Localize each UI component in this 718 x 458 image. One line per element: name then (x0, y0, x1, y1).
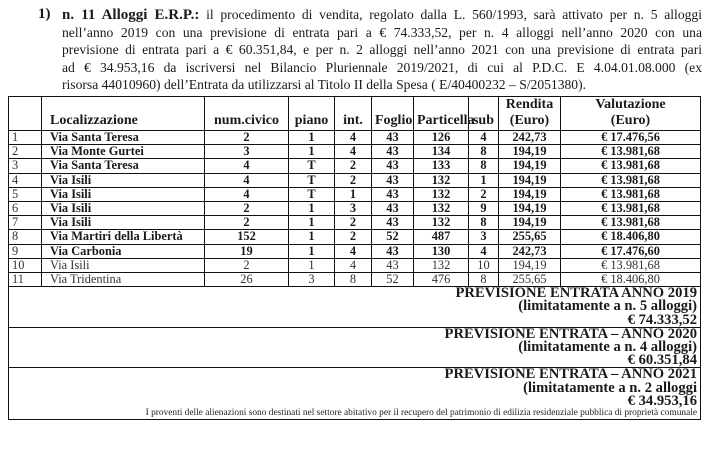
cell-piano: 3 (289, 273, 335, 287)
cell-int: 4 (335, 244, 372, 258)
cell-int: 2 (335, 173, 372, 187)
cell-localizzazione: Via Isili (42, 216, 205, 230)
cell-particella: 476 (414, 273, 469, 287)
table-row (9, 244, 701, 258)
header-valutazione-label: Valutazione (595, 97, 666, 112)
cell-sub: 4 (469, 131, 499, 145)
cell-rendita: 194,19 (499, 145, 561, 159)
cell-valutazione: € 17.476,56 (561, 131, 701, 145)
cell-piano: T (289, 187, 335, 201)
summary-amount: € 60.351,84 (627, 352, 697, 369)
cell-particella: 132 (414, 258, 469, 272)
cell-int: 4 (335, 131, 372, 145)
table-row (9, 131, 701, 145)
cell-num-civico: 4 (205, 159, 289, 173)
cell-localizzazione: Via Isili (42, 202, 205, 216)
cell-valutazione: € 13.981,68 (561, 202, 701, 216)
intro-line-5: risorsa 44010960) dell’Entrata da utilizzarsi al Titolo II della Spesa ( E/40400232 – S/2051380). (62, 76, 587, 92)
row-index: 4 (9, 173, 42, 187)
table-row (9, 159, 701, 173)
intro-line-1 (62, 6, 702, 24)
cell-valutazione: € 13.981,68 (561, 216, 701, 230)
summary-cell (9, 327, 701, 368)
cell-int: 8 (335, 273, 372, 287)
cell-sub: 9 (469, 202, 499, 216)
summary-cell (9, 287, 701, 328)
cell-piano: 1 (289, 230, 335, 244)
cell-particella: 130 (414, 244, 469, 258)
intro-line-text: il procedimento di vendita, regolato dalla L. 560/1993, sarà attivato per n. 5 alloggi (199, 7, 702, 22)
cell-localizzazione: Via Martiri della Libertà (42, 230, 205, 244)
cell-piano: 1 (289, 202, 335, 216)
item-number: 1) (38, 6, 51, 22)
summary-title: PREVISIONE ENTRATA – ANNO 2021 (444, 366, 697, 383)
cell-piano: 1 (289, 216, 335, 230)
summary-title: PREVISIONE ENTRATA ANNO 2019 (455, 285, 697, 302)
cell-rendita: 255,65 (499, 273, 561, 287)
row-index: 8 (9, 230, 42, 244)
cell-foglio: 43 (372, 159, 414, 173)
properties-table (8, 96, 701, 420)
cell-foglio: 43 (372, 244, 414, 258)
summary-cell (9, 368, 701, 420)
cell-foglio: 43 (372, 216, 414, 230)
row-index: 2 (9, 145, 42, 159)
cell-rendita: 242,73 (499, 244, 561, 258)
cell-foglio: 52 (372, 273, 414, 287)
cell-foglio: 52 (372, 230, 414, 244)
cell-num-civico: 2 (205, 202, 289, 216)
cell-sub: 2 (469, 187, 499, 201)
cell-int: 1 (335, 187, 372, 201)
intro-line-4: ad € 34.953,16 da iscriversi nel Bilancio Pluriennale 2019/2021, di cui al P.D.C. E 4.04.01.08.000 (ex (62, 59, 702, 75)
header-localizzazione: Localizzazione (42, 97, 205, 131)
cell-piano: 1 (289, 258, 335, 272)
cell-valutazione: € 13.981,68 (561, 173, 701, 187)
cell-valutazione: € 18.406,80 (561, 273, 701, 287)
cell-num-civico: 2 (205, 216, 289, 230)
header-foglio: Foglio (372, 97, 414, 131)
cell-int: 2 (335, 230, 372, 244)
table-row (9, 202, 701, 216)
cell-rendita: 194,19 (499, 202, 561, 216)
summary-limit: (limitatamente a n. 2 alloggi (523, 379, 697, 396)
header-piano: piano (289, 97, 335, 131)
row-index: 1 (9, 131, 42, 145)
header-rendita (499, 97, 561, 131)
row-index: 9 (9, 244, 42, 258)
cell-int: 4 (335, 145, 372, 159)
intro-paragraph (38, 6, 702, 93)
table-row (9, 173, 701, 187)
cell-rendita: 255,65 (499, 230, 561, 244)
row-index: 6 (9, 202, 42, 216)
cell-foglio: 43 (372, 145, 414, 159)
cell-num-civico: 19 (205, 244, 289, 258)
cell-rendita: 194,19 (499, 258, 561, 272)
header-num-civico: num.civico (205, 97, 289, 131)
cell-rendita: 194,19 (499, 187, 561, 201)
cell-sub: 10 (469, 258, 499, 272)
intro-line-2: nell’anno 2019 con una previsione di entrata pari a € 74.333,52, per n. 4 alloggi nell’anno 2020 con una (62, 25, 702, 41)
header-int: int. (335, 97, 372, 131)
cell-rendita: 242,73 (499, 131, 561, 145)
header-rendita-label: Rendita (505, 97, 554, 112)
cell-num-civico: 2 (205, 258, 289, 272)
summary-title: PREVISIONE ENTRATA – ANNO 2020 (444, 325, 697, 342)
row-index: 5 (9, 187, 42, 201)
cell-foglio: 43 (372, 258, 414, 272)
cell-rendita: 194,19 (499, 159, 561, 173)
cell-foglio: 43 (372, 173, 414, 187)
cell-valutazione: € 18.406,80 (561, 230, 701, 244)
cell-localizzazione: Via Isili (42, 258, 205, 272)
cell-particella: 132 (414, 187, 469, 201)
cell-sub: 3 (469, 230, 499, 244)
cell-int: 2 (335, 159, 372, 173)
cell-valutazione: € 13.981,68 (561, 159, 701, 173)
summary-row-3 (9, 368, 701, 420)
header-sub: sub (469, 97, 499, 131)
cell-num-civico: 3 (205, 145, 289, 159)
cell-particella: 487 (414, 230, 469, 244)
table-row (9, 230, 701, 244)
cell-piano: 1 (289, 145, 335, 159)
summary-limit: (limitatamente a n. 4 alloggi) (518, 339, 697, 356)
summary-row-1 (9, 287, 701, 328)
cell-piano: T (289, 173, 335, 187)
table-header-row (9, 97, 701, 131)
header-index (9, 97, 42, 131)
intro-line-3: previsione di entrata pari a € 60.351,84, e per n. 2 alloggi nell’anno 2021 con una previsione di entrata pari (62, 42, 702, 58)
cell-piano: T (289, 159, 335, 173)
cell-foglio: 43 (372, 131, 414, 145)
cell-sub: 1 (469, 173, 499, 187)
cell-localizzazione: Via Carbonia (42, 244, 205, 258)
cell-valutazione: € 13.981,68 (561, 187, 701, 201)
cell-particella: 133 (414, 159, 469, 173)
cell-sub: 4 (469, 244, 499, 258)
cell-sub: 8 (469, 159, 499, 173)
cell-particella: 126 (414, 131, 469, 145)
row-index: 7 (9, 216, 42, 230)
cell-num-civico: 152 (205, 230, 289, 244)
cell-particella: 132 (414, 173, 469, 187)
cell-particella: 134 (414, 145, 469, 159)
cell-localizzazione: Via Tridentina (42, 273, 205, 287)
header-valutazione-unit: (Euro) (610, 113, 651, 128)
summary-amount: € 74.333,52 (627, 311, 697, 328)
row-index: 10 (9, 258, 42, 272)
row-index: 11 (9, 273, 42, 287)
cell-rendita: 194,19 (499, 173, 561, 187)
cell-particella: 132 (414, 216, 469, 230)
cell-foglio: 43 (372, 202, 414, 216)
cell-sub: 8 (469, 273, 499, 287)
cell-valutazione: € 17.476,60 (561, 244, 701, 258)
summary-limit: (limitatamente a n. 5 alloggi) (518, 298, 697, 315)
cell-int: 4 (335, 258, 372, 272)
row-index: 3 (9, 159, 42, 173)
cell-foglio: 43 (372, 187, 414, 201)
intro-lead: n. 11 Alloggi E.R.P.: (62, 7, 200, 23)
cell-sub: 8 (469, 145, 499, 159)
cell-num-civico: 26 (205, 273, 289, 287)
summary-amount: € 34.953,16 (627, 392, 697, 409)
header-particella: Particella (414, 97, 469, 131)
cell-num-civico: 4 (205, 187, 289, 201)
cell-num-civico: 2 (205, 131, 289, 145)
cell-piano: 1 (289, 244, 335, 258)
cell-valutazione: € 13.981,68 (561, 145, 701, 159)
table-row (9, 187, 701, 201)
cell-localizzazione: Via Santa Teresa (42, 131, 205, 145)
cell-localizzazione: Via Monte Gurtei (42, 145, 205, 159)
table-row (9, 145, 701, 159)
cell-localizzazione: Via Santa Teresa (42, 159, 205, 173)
footnote: I proventi delle alienazioni sono destinati nel settore abitativo per il recupero del patrimonio di edilizia residenziale pubblica di proprietà comunale (145, 408, 697, 419)
summary-row-2 (9, 327, 701, 368)
header-rendita-unit: (Euro) (509, 113, 550, 128)
cell-int: 3 (335, 202, 372, 216)
cell-int: 2 (335, 216, 372, 230)
cell-localizzazione: Via Isili (42, 187, 205, 201)
cell-particella: 132 (414, 202, 469, 216)
header-valutazione (561, 97, 701, 131)
cell-rendita: 194,19 (499, 216, 561, 230)
table-row (9, 216, 701, 230)
cell-valutazione: € 13.981,68 (561, 258, 701, 272)
cell-piano: 1 (289, 131, 335, 145)
cell-sub: 8 (469, 216, 499, 230)
cell-num-civico: 4 (205, 173, 289, 187)
cell-localizzazione: Via Isili (42, 173, 205, 187)
table-row (9, 258, 701, 272)
